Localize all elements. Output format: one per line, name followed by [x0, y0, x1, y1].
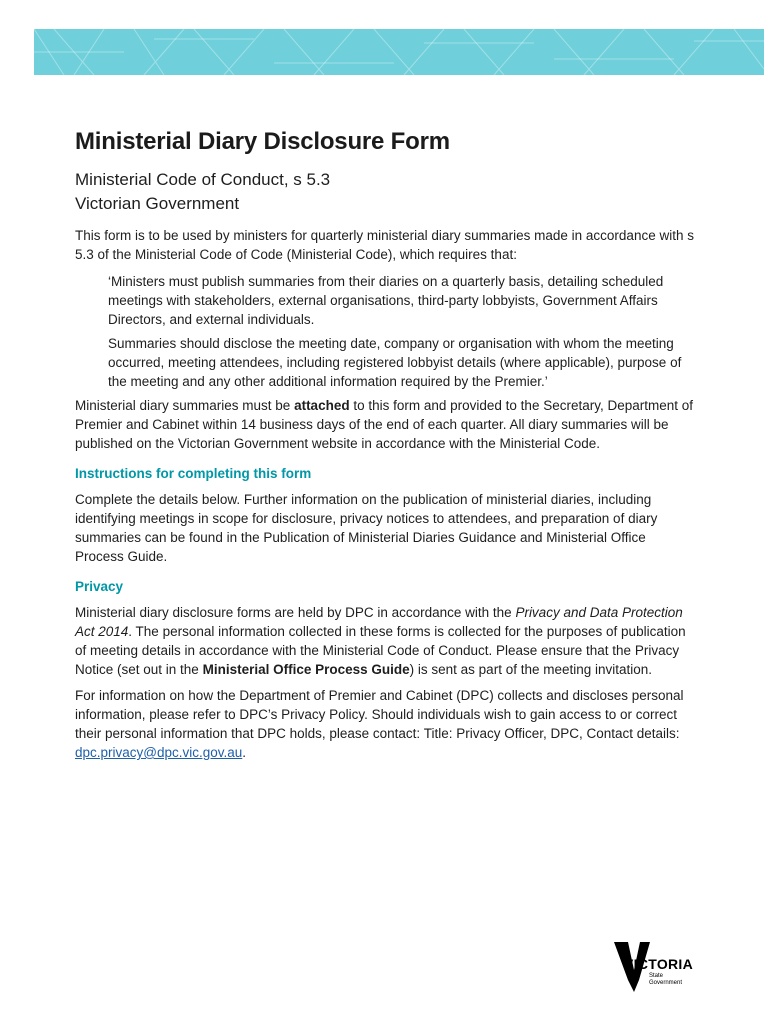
privacy-contact-text: For information on how the Department of Premier and Cabinet (DPC) collects and discloses personal information, please refer to DPC’s Privacy Policy. Should individuals wish to gain access to or correct their personal information that DPC holds, please contact: Title: Privacy Officer, DPC, Contact details: [75, 688, 684, 741]
intro-paragraph: This form is to be used by ministers for quarterly ministerial diary summaries made in accordance with s 5.3 of the Ministerial Code of Code (Ministerial Code), which requires that: [75, 228, 694, 262]
subtitle-government: Victorian Government [75, 194, 240, 213]
logo-wordmark: VICTORIA [624, 956, 694, 972]
instructions-heading: Instructions for completing this form [75, 466, 312, 481]
privacy-text-c: ) is sent as part of the meeting invitation. [409, 662, 653, 677]
banner-pattern [34, 29, 764, 75]
document-body [75, 128, 695, 762]
privacy-heading: Privacy [75, 579, 124, 594]
logo-subtext [649, 973, 682, 987]
privacy-paragraph-2 [75, 686, 695, 762]
logo-government: Government [649, 980, 683, 986]
quote-paragraph-1: ‘Ministers must publish summaries from their diaries on a quarterly basis, detailing scheduled meetings with stakeholders, external organisations, third-party lobbyists, Government Affairs Directors, and external individuals. [108, 274, 664, 327]
privacy-paragraph-1 [75, 603, 695, 679]
header-banner [34, 29, 764, 75]
instructions-paragraph: Complete the details below. Further information on the publication of ministerial diaries, including identifying meetings in scope for disclosure, privacy notices to attendees, and preparation of diary summaries can be found in the Publication of Ministerial Diaries Guidance and Ministerial Office Process Guide. [75, 492, 658, 564]
quote-paragraph-2: Summaries should disclose the meeting date, company or organisation with whom the meeting occurred, meeting attendees, including registered lobbyist details (where applicable), purpose of the meeting and any other additional information required by the Premier.’ [108, 336, 682, 389]
attached-text-b: to this form and provided to the Secretary, Department of Premier and Cabinet within 14 business days of the end of each quarter. All diary summaries will be published on the Victorian Government website in accordance with the Ministerial Code. [75, 398, 694, 451]
attached-paragraph [75, 396, 695, 453]
privacy-email-link[interactable]: dpc.privacy@dpc.vic.gov.au [75, 745, 243, 760]
logo-state: State [649, 973, 664, 979]
attached-text-a: Ministerial diary summaries must be [75, 398, 295, 413]
process-guide-name: Ministerial Office Process Guide [202, 662, 410, 677]
page-title: Ministerial Diary Disclosure Form [75, 128, 450, 155]
privacy-text-a: Ministerial diary disclosure forms are held by DPC in accordance with the [75, 605, 516, 620]
subtitle-code: Ministerial Code of Conduct, s 5.3 [75, 170, 331, 189]
attached-bold: attached [294, 398, 350, 413]
privacy-text-b: . The personal information collected in these forms is collected for the purposes of publication of meeting details in accordance with the Ministerial Code of Conduct. Please ensure that the Privacy Notice (set out in the [75, 624, 686, 677]
privacy-act-name: Privacy and Data Protection Act 2014 [75, 605, 683, 639]
victoria-state-government-logo [612, 940, 712, 994]
email-suffix: . [242, 745, 247, 760]
